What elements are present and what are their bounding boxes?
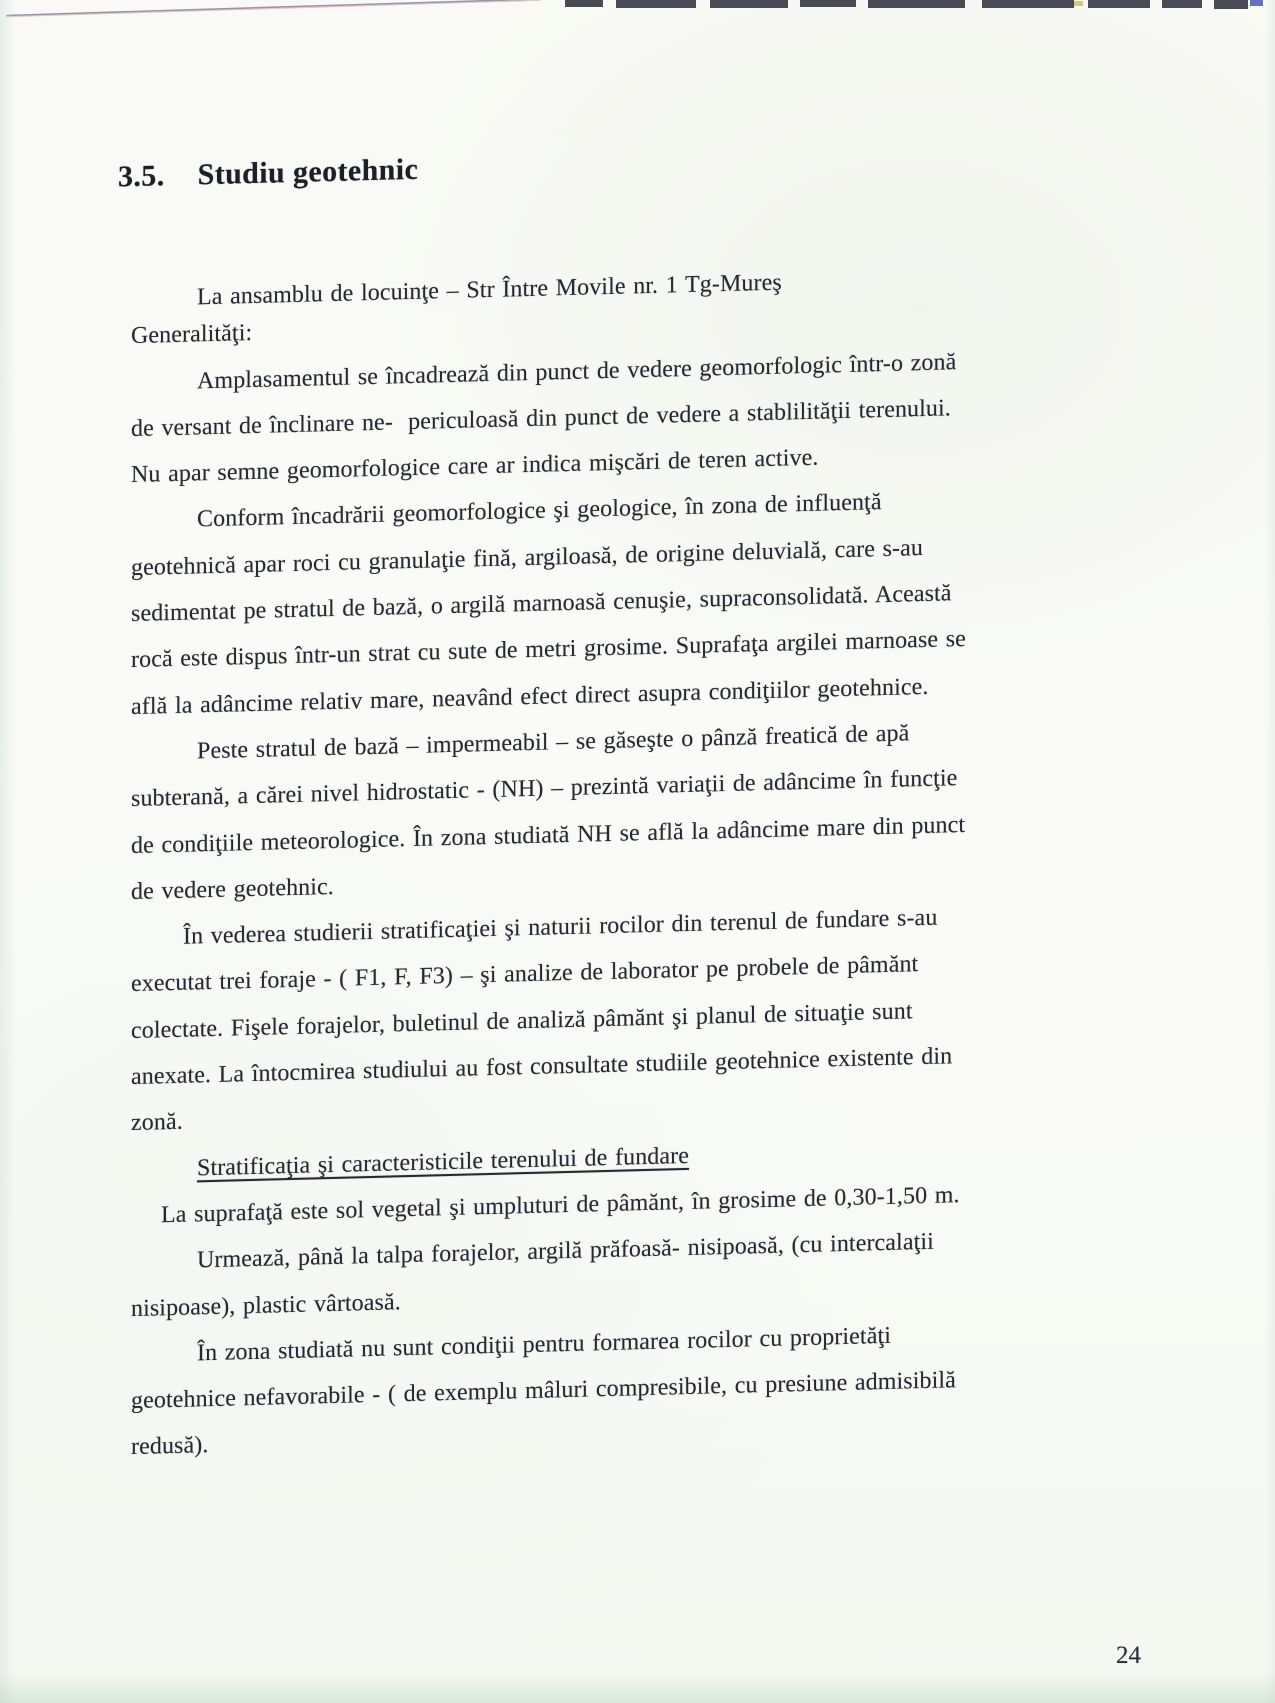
text-line-content: află la adâncime relativ mare, neavând efect direct asupra condiţiilor geotehnice. [131, 673, 929, 720]
text-line-content: geotehnice nefavorabile - ( de exemplu mâluri compresibile, cu presiune admisibilă [131, 1367, 956, 1415]
text-line-content: rocă este dispus într-un strat cu sute de metri grosime. Suprafaţa argilei marnoase se [131, 626, 966, 674]
page-number: 24 [1116, 1642, 1141, 1669]
text-line-content: În zona studiată nu sunt condiţii pentru formarea rocilor cu proprietăţi [197, 1322, 891, 1367]
text-line-content: geotehnică apar roci cu granulaţie fină, argiloasă, de origine deluvială, care s-au [131, 534, 923, 581]
text-line-content: anexate. La întocmirea studiului au fost consultate studiile geotehnice existente din [131, 1043, 953, 1091]
section-heading [118, 153, 418, 195]
text-line-content: Amplasamentul se încadrează din punct de vedere geomorfologic într-o zonă [197, 348, 957, 394]
text-line-content: subterană, a cărei nivel hidrostatic - (NH) – prezintă variaţii de adâncime în funcţie [131, 765, 958, 813]
text-line-content: de versant de înclinare ne- periculoasă din punct de vedere a stablilităţii terenului. [131, 395, 951, 442]
text-line-content: Nu apar semne geomorfologice care ar indica mişcări de teren active. [131, 444, 819, 489]
text-line-content: Conform încadrării geomorfologice şi geologice, în zona de influenţă [197, 489, 882, 533]
text-line-content: În vederea studierii stratificaţiei şi naturii rocilor din terenul de fundare s-au [183, 904, 938, 950]
text-line-content: de vedere geotehnic. [131, 873, 334, 905]
section-number: 3.5. [118, 159, 165, 194]
text-line-content: Stratificaţia şi caracteristicile terenului de fundare [197, 1142, 689, 1182]
section-title: Studiu geotehnic [197, 152, 419, 192]
text-line-content: La suprafaţă este sol vegetal şi umpluturi de pâmănt, în grosime de 0,30-1,50 m. [161, 1182, 960, 1229]
text-line-content: sedimentat pe stratul de bază, o argilă marnoasă cenuşie, supraconsolidată. Această [131, 580, 952, 628]
text-line-content: Urmează, până la talpa forajelor, argilă prăfoasă- nisipoasă, (cu intercalaţii [197, 1228, 934, 1274]
body-text [131, 251, 1131, 1471]
text-line-content: zonă. [131, 1109, 183, 1137]
text-line-content: Peste stratul de bază – impermeabil – se găseşte o pânză freatică de apă [197, 720, 910, 765]
text-line-content: de condiţiile meteorologice. În zona studiată NH se află la adâncime mare din punct [131, 811, 966, 859]
text-line-content: colectate. Fişele forajelor, buletinul de analiză pâmănt şi planul de situaţie sunt [131, 998, 913, 1044]
text-line-content: executat trei foraje - ( F1, F, F3) – şi analize de laborator pe probele de pâmănt [131, 951, 919, 998]
text-line-content: La ansamblu de locuinţe – Str Între Movile nr. 1 Tg-Mureş [197, 269, 782, 311]
text-line-content: Generalităţi: [131, 320, 253, 350]
text-line-content: redusă). [131, 1432, 209, 1461]
text-line-content: nisipoase), plastic vârtoasă. [131, 1288, 401, 1322]
